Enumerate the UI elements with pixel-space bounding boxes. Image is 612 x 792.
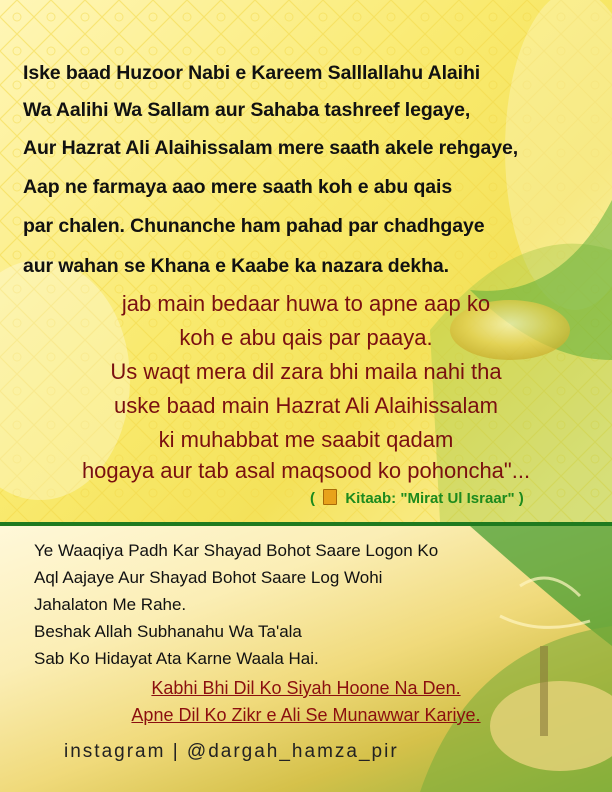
quote-line: uske baad main Hazrat Ali Alaihissalam (114, 393, 498, 418)
quote-line: Us waqt mera dil zara bhi maila nahi tha (110, 359, 502, 384)
closing-line: Apne Dil Ko Zikr e Ali Se Munawwar Kariye. (131, 705, 481, 725)
reference-open-paren: ( (310, 490, 315, 507)
quote-line: jab main bedaar huwa to apne aap ko (121, 291, 491, 316)
narrative-line: Aur Hazrat Ali Alaihissalam mere saath akele rehgaye, (23, 137, 519, 159)
message-line: Jahalaton Me Rahe. (34, 595, 187, 614)
book-icon (323, 489, 337, 505)
reference-text: Kitaab: "Mirat Ul Israar" (345, 490, 515, 507)
message-line: Ye Waaqiya Padh Kar Shayad Bohot Saare Logon Ko (34, 541, 439, 560)
message-line: Aql Aajaye Aur Shayad Bohot Saare Log Wohi (34, 568, 383, 587)
narrative-line: aur wahan se Khana e Kaabe ka nazara dekha. (23, 255, 449, 277)
narrative-line: Aap ne farmaya aao mere saath koh e abu qais (23, 176, 453, 198)
message-line: Beshak Allah Subhanahu Wa Ta'ala (34, 622, 302, 641)
quote-line: hogaya aur tab asal maqsood ko pohoncha"... (81, 458, 531, 483)
narrative-line: Wa Aalihi Wa Sallam aur Sahaba tashreef legaye, (23, 99, 471, 121)
quote-line: koh e abu qais par paaya. (179, 325, 433, 350)
quote-line: ki muhabbat me saabit qadam (158, 427, 454, 452)
narrative-line: Iske baad Huzoor Nabi e Kareem Salllallahu Alaihi (23, 62, 481, 84)
instagram-handle: instagram | @dargah_hamza_pir (64, 741, 399, 762)
closing-line: Kabhi Bhi Dil Ko Siyah Hoone Na Den. (151, 678, 461, 698)
book-reference (310, 489, 524, 507)
narrative-line: par chalen. Chunanche ham pahad par chadhgaye (23, 215, 485, 237)
reference-close-paren: ) (518, 490, 524, 507)
message-line: Sab Ko Hidayat Ata Karne Waala Hai. (34, 649, 319, 668)
section-divider (0, 522, 612, 526)
